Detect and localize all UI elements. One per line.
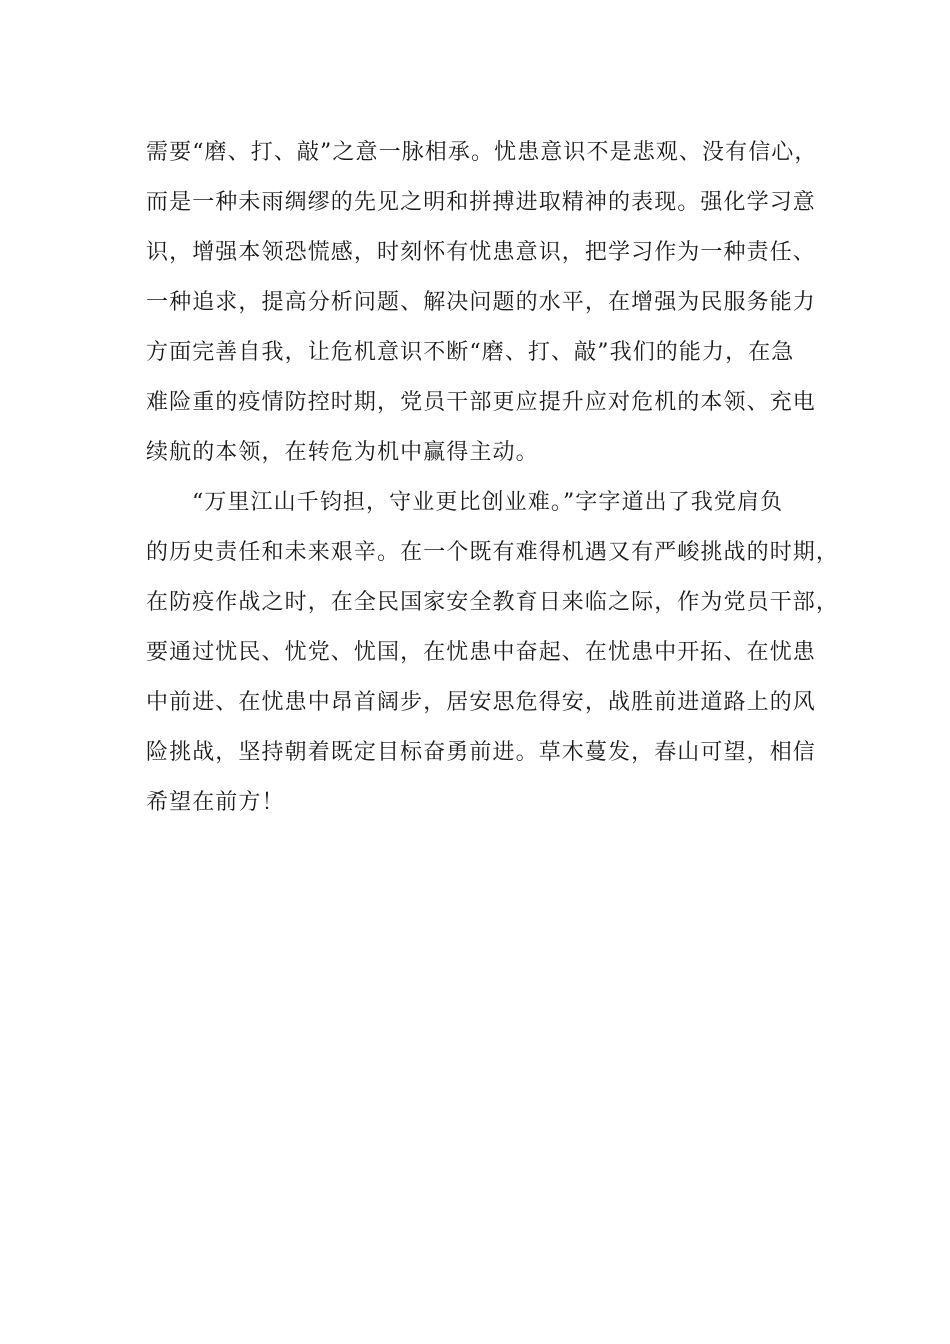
paragraph-1 xyxy=(146,128,818,478)
paragraph-line: 识，增强本领恐慌感，时刻怀有忧患意识，把学习作为一种责任、 xyxy=(146,240,816,265)
paragraph-line: 的历史责任和未来艰辛。在一个既有难得机遇又有严峻挑战的时期， xyxy=(146,540,840,565)
paragraph-line: 方面完善自我，让危机意识不断“磨、打、敲”我们的能力，在急 xyxy=(146,340,795,365)
paragraph-line: 一种追求，提高分析问题、解决问题的水平，在增强为民服务能力 xyxy=(146,290,816,315)
paragraph-line: 险挑战，坚持朝着既定目标奋勇前进。草木蔓发，春山可望，相信 xyxy=(146,740,816,765)
paragraph-line: 难险重的疫情防控时期，党员干部更应提升应对危机的本领、充电 xyxy=(146,390,816,415)
paragraph-line: 需要“磨、打、敲”之意一脉相承。忧患意识不是悲观、没有信心， xyxy=(146,140,818,165)
paragraph-line: 在防疫作战之时，在全民国家安全教育日来临之际，作为党员干部， xyxy=(146,590,840,615)
paragraph-line: 要通过忧民、忧党、忧国，在忧患中奋起、在忧患中开拓、在忧患 xyxy=(146,640,816,665)
paragraph-line: 希望在前方！ xyxy=(146,790,285,815)
paragraph-line xyxy=(146,828,804,878)
paragraph-line: 中前进、在忧患中昂首阔步，居安思危得安，战胜前进道路上的风 xyxy=(146,690,816,715)
paragraph-2 xyxy=(146,478,840,878)
document-body xyxy=(146,128,840,878)
paragraph-line: 而是一种未雨绸缪的先见之明和拼搏进取精神的表现。强化学习意 xyxy=(146,190,816,215)
paragraph-line: 续航的本领，在转危为机中赢得主动。 xyxy=(146,440,539,465)
paragraph-line: “万里江山千钧担，守业更比创业难。”字字道出了我党肩负 xyxy=(192,490,784,515)
